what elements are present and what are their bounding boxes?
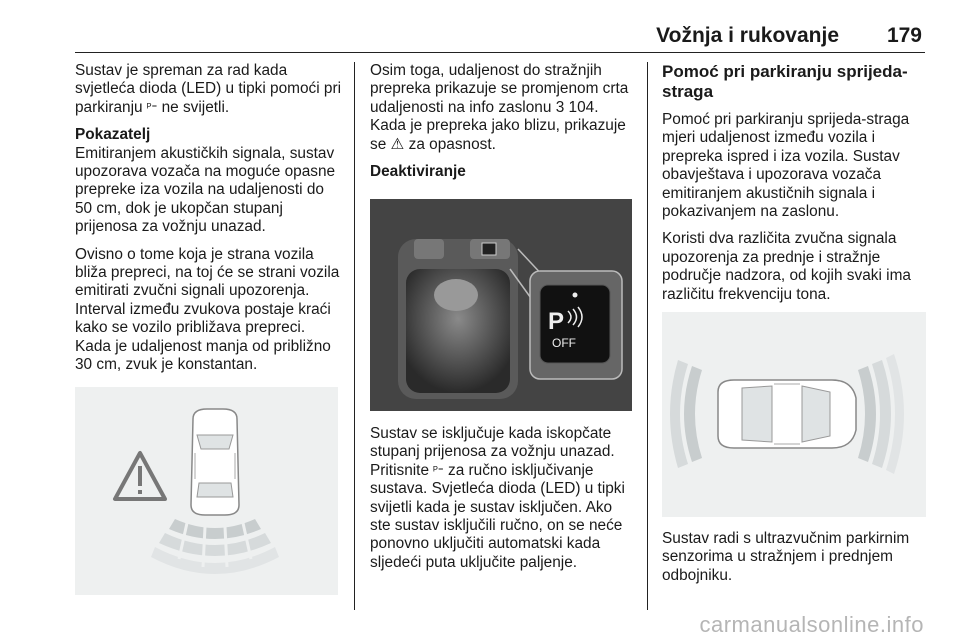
- paragraph: Pomoć pri parkiranju sprijeda-straga mjeri udaljenost između vozila i prepreka ispred i iza vozila. Sustav obavještava i upozorava vozača emitiranjem akustičnih signala i pokazivanjem na zaslonu.: [662, 111, 910, 221]
- column-2: [370, 62, 632, 181]
- column-divider: [354, 62, 355, 610]
- car-top-view: [191, 409, 239, 515]
- section-heading: Pomoć pri parkiranju sprijeda-straga: [662, 62, 908, 101]
- rear-sensor-illustration: [75, 387, 338, 595]
- front-rear-sensor-illustration: [662, 312, 926, 517]
- page-header: [75, 0, 925, 53]
- parking-assist-icon: ᴾ⁼: [146, 101, 158, 114]
- center-console-photo: [370, 199, 632, 411]
- paragraph: Emitiranjem akustičkih signala, sustav upozorava vozača na moguće opasne prepreke iza vozila na udaljenosti do 50 cm, dok je ukopčan stupanj prijenosa za vožnju unazad.: [75, 144, 336, 236]
- section-title: Vožnja i rukovanje: [656, 24, 839, 47]
- column-1: [75, 62, 343, 384]
- svg-text:OFF: OFF: [552, 336, 576, 350]
- svg-text:P: P: [548, 308, 565, 335]
- column-3-bottom: Sustav radi s ultrazvučnim parkirnim senzorima u stražnjem i prednjem odbojniku.: [662, 530, 910, 584]
- paragraph: Koristi dva različita zvučna signala upozorenja za prednje i stražnje područje nadzora, od kojih svaki ima različitu frekvenciju tona.: [662, 230, 911, 303]
- warning-triangle-icon: ⚠: [390, 135, 405, 153]
- watermark: carmanualsonline.info: [699, 612, 924, 637]
- parking-assist-icon: ᴾ⁼: [433, 464, 444, 477]
- parking-assist-off-button: [530, 271, 622, 379]
- page-number: 179: [886, 24, 922, 47]
- column-2-bottom: Sustav se isključuje kada iskopčate stupanj prijenosa za vožnju unazad. Pritisnite ᴾ⁼ za ručno isključivanje sustava. Svjetleća dioda (LED) u tipki svijetli kada je sustav isključen. Ako ste sustav isključili ručno, on se neće ponovno uključiti automatski kada sljedeći puta uključite paljenje.: [370, 425, 625, 571]
- column-divider: [647, 62, 648, 610]
- rear-sensor-arcs: [670, 360, 702, 468]
- column-3: [662, 62, 926, 313]
- subheading: Deaktiviranje: [370, 163, 466, 181]
- paragraph: Osim toga, udaljenost do stražnjih prepreka prikazuje se promjenom crta udaljenosti na info zaslonu 3 104. Kada je prepreka jako blizu, prikazuje se ⚠ za opasnost.: [370, 62, 629, 153]
- paragraph: Sustav je spreman za rad kada svjetleća dioda (LED) u tipki pomoći pri parkiranju ᴾ⁼ ne svijetli.: [75, 62, 342, 116]
- sensor-arcs: [151, 519, 279, 574]
- warning-triangle-icon: [115, 453, 165, 499]
- paragraph: Ovisno o tome koja je strana vozila bliža prepreci, na toj će se strani vozila emitirati zvučni signali upozorenja. Interval između zvukova postaje kraći kako se vozilo približava prepreci. Kada je udaljenost manja od približno 30 cm, zvuk je konstantan.: [75, 245, 340, 374]
- car-top-view: [718, 380, 856, 448]
- front-sensor-arcs: [858, 354, 904, 474]
- subheading: Pokazatelj: [75, 126, 151, 144]
